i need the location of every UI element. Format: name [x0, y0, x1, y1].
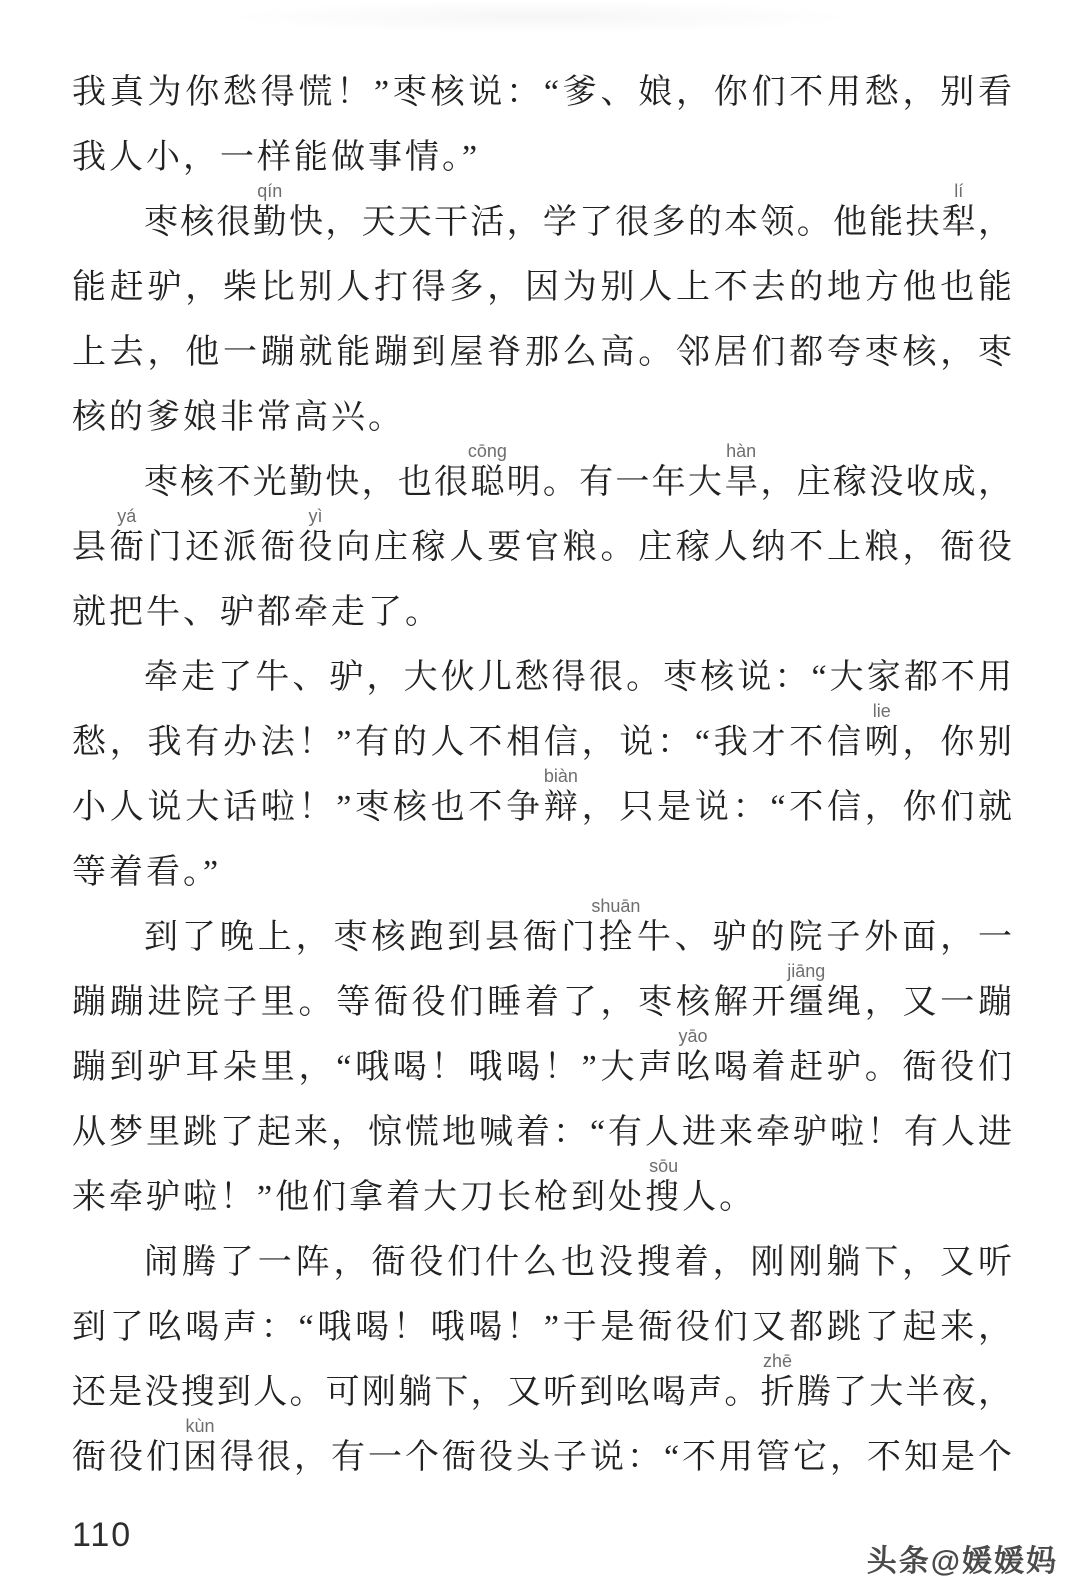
text-run: 愁，我有办法！”有的人不相信，说：“我才不信 [72, 724, 865, 761]
pinyin-annotation: kùn [185, 1416, 215, 1436]
pinyin-word: qín 勤 [252, 181, 287, 241]
text-run: 还是没搜到人。可刚躺下，又听到吆喝声。 [72, 1374, 761, 1411]
text-line [72, 1100, 1012, 1165]
pinyin-annotation: sōu [649, 1156, 679, 1176]
text-run: 快，天天干活，学了很多的本领。他能扶 [286, 204, 942, 241]
pinyin-word: biàn 辩 [543, 766, 578, 826]
text-run: 得很，有一个衙役头子说：“不用管它，不知是个 [217, 1439, 1013, 1476]
pinyin-annotation: jiāng [787, 961, 826, 981]
text-run: 枣核不光勤快，也很 [144, 464, 471, 501]
text-run: 就把牛、驴都牵走了。 [72, 594, 442, 631]
text-line [72, 320, 1012, 385]
text-line [72, 1026, 1013, 1100]
text-run: 蹦蹦进院子里。等衙役们睡着了，枣核解开 [72, 984, 790, 1021]
pinyin-word: yāo 吆 [675, 1026, 710, 1086]
pinyin-word: yì 役 [298, 506, 333, 566]
text-run: ， [975, 204, 1013, 241]
pinyin-word: hàn 旱 [724, 441, 759, 501]
text-run: ，庄稼没收成， [758, 464, 1013, 501]
pinyin-annotation: yì [308, 506, 323, 526]
text-line [72, 60, 1012, 125]
pinyin-annotation: cōng [467, 441, 507, 461]
text-run: 等着看。” [72, 854, 222, 891]
text-run: 明。有一年大 [504, 464, 725, 501]
text-line [72, 766, 1012, 840]
pinyin-word: jiāng 缰 [787, 961, 826, 1021]
text-line [72, 255, 1012, 320]
text-run: 人。 [682, 1179, 757, 1216]
text-run: 牵走了牛、驴，大伙儿愁得很。枣核说：“大家都不用 [144, 659, 1012, 696]
pinyin-annotation: lie [872, 701, 891, 721]
pinyin-annotation: yāo [678, 1026, 708, 1046]
text-run: 闹腾了一阵，衙役们什么也没搜着，刚刚躺下，又听 [144, 1244, 1012, 1281]
text-line [72, 840, 1012, 905]
text-run: 县 [72, 529, 110, 566]
pinyin-annotation: hàn [726, 441, 757, 461]
pinyin-annotation: qín [257, 181, 283, 201]
text-run: 喝着赶驴。衙役们 [709, 1049, 1013, 1086]
text-run: 核的爹娘非常高兴。 [72, 399, 405, 436]
pinyin-word: cōng 聪 [467, 441, 507, 501]
text-run: 到了晚上，枣核跑到县衙门 [144, 919, 599, 956]
text-line [72, 1156, 1012, 1230]
text-run: 从梦里跳了起来，惊慌地喊着：“有人进来牵驴啦！有人进 [72, 1114, 1012, 1151]
text-run: ，只是说：“不信，你们就 [577, 789, 1012, 826]
text-line [72, 896, 1013, 970]
text-run: 小人说大话啦！”枣核也不争 [72, 789, 544, 826]
pinyin-annotation: lí [954, 181, 964, 201]
page-number: 110 [72, 1516, 133, 1554]
text-line [72, 506, 1012, 580]
text-run: 向庄稼人要官粮。庄稼人纳不上粮，衙役 [332, 529, 1012, 566]
text-run: 到了吆喝声：“哦喝！哦喝！”于是衙役们又都跳了起来， [72, 1309, 1012, 1346]
text-run: ，你别 [898, 724, 1013, 761]
watermark: 头条@媛媛妈 [866, 1545, 1058, 1578]
text-run: 我真为你愁得慌！”枣核说：“爹、娘，你们不用愁，别看 [72, 74, 1012, 111]
text-run: 上去，他一蹦就能蹦到屋脊那么高。邻居们都夸枣核，枣 [72, 334, 1012, 371]
pinyin-word: lí 犁 [941, 181, 976, 241]
pinyin-word: zhē 折 [760, 1351, 795, 1411]
scan-artifact [220, 0, 860, 34]
text-run: 我人小，一样能做事情。” [72, 139, 481, 176]
pinyin-annotation: zhē [763, 1351, 793, 1371]
text-run: 腾了大半夜， [794, 1374, 1013, 1411]
text-run: 能赶驴，柴比别人打得多，因为别人上不去的地方他也能 [72, 269, 1012, 306]
text-line [72, 1416, 1013, 1490]
pinyin-annotation: yá [117, 506, 137, 526]
text-line [72, 181, 1013, 255]
text-run: 来牵驴啦！”他们拿着大刀长枪到处 [72, 1179, 646, 1216]
text-run: 牛、驴的院子外面，一 [632, 919, 1013, 956]
text-run: 绳，又一蹦 [823, 984, 1012, 1021]
text-line [72, 961, 1012, 1035]
text-line [72, 645, 1012, 710]
pinyin-word: kùn 困 [183, 1416, 217, 1476]
pinyin-annotation: biàn [543, 766, 578, 786]
pinyin-word: yá 衙 [109, 506, 144, 566]
text-run: 衙役们 [72, 1439, 183, 1476]
story-text [72, 60, 1012, 1490]
text-run: 蹦到驴耳朵里，“哦喝！哦喝！”大声 [72, 1049, 676, 1086]
text-line [72, 1295, 1012, 1360]
pinyin-word: lie 咧 [864, 701, 899, 761]
text-line [72, 441, 1013, 515]
text-run: 门还派衙 [143, 529, 299, 566]
text-run: 枣核很 [144, 204, 253, 241]
text-line [72, 1230, 1012, 1295]
pinyin-annotation: shuān [591, 896, 641, 916]
text-line [72, 125, 1012, 190]
text-line [72, 385, 1012, 450]
pinyin-word: shuān 拴 [591, 896, 641, 956]
text-line [72, 701, 1013, 775]
text-line [72, 580, 1012, 645]
pinyin-word: sōu 搜 [645, 1156, 683, 1216]
